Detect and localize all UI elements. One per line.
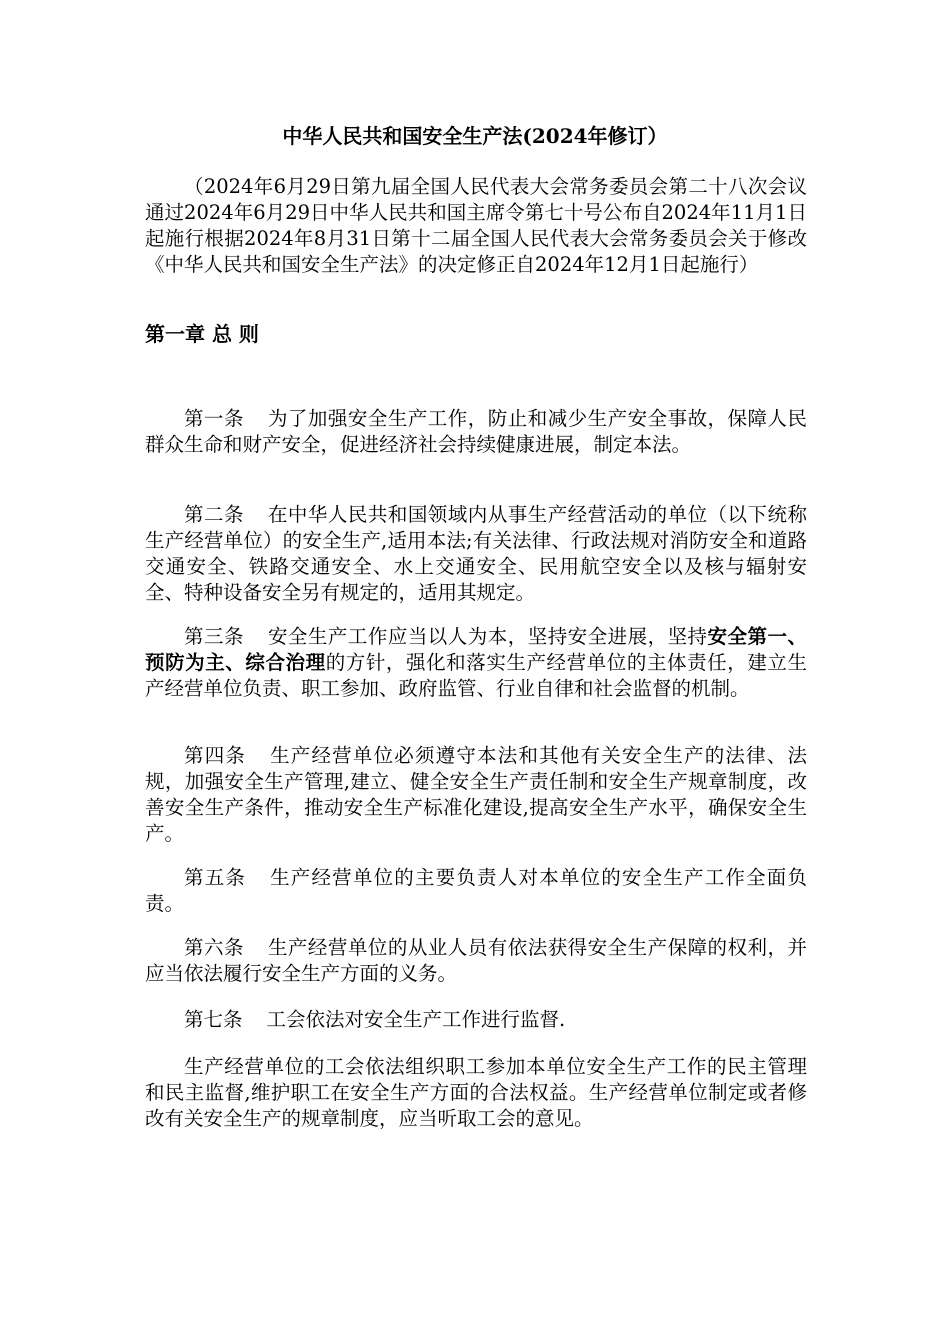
- article-text: 生产经营单位必须遵守本法和其他有关安全生产的法律、法规，加强安全生产管理,建立、健全安全生产责任制和安全生产规章制度，改善安全生产条件，推动安全生产标准化建设,提高安全生产水平，确保安全生产。: [145, 744, 807, 845]
- article-6: [145, 935, 807, 987]
- enactment-note: （2024年6月29日第九届全国人民代表大会常务委员会第二十八次会议通过2024年6月29日中华人民共和国主席令第七十号公布自2024年11月1日起施行根据2024年8月31日第十二届全国人民代表大会常务委员会关于修改《中华人民共和国安全生产法》的决定修正自2024年12月1日起施行）: [145, 175, 807, 276]
- document-title: 中华人民共和国安全生产法(2024年修订）: [282, 124, 668, 148]
- article-text: 生产经营单位的从业人员有依法获得安全生产保障的权利，并应当依法履行安全生产方面的义务。: [145, 936, 807, 985]
- article-number: 第二条: [184, 503, 244, 526]
- article-1: [145, 406, 807, 458]
- article-text: 为了加强安全生产工作，防止和减少生产安全事故，保障人民群众生命和财产安全，促进经济社会持续健康进展，制定本法。: [145, 407, 807, 456]
- article-number: 第一条: [184, 407, 244, 430]
- article-text: 的方针，强化和落实生产经营单位的主体责任，建立生产经营单位负责、职工参加、政府监管、行业自律和社会监督的机制。: [145, 651, 807, 700]
- article-7: [145, 1007, 807, 1033]
- chapter-heading: 第一章 总 则: [145, 322, 259, 346]
- article-number: 第五条: [184, 866, 247, 889]
- article-4: [145, 743, 807, 847]
- article-5: [145, 865, 807, 917]
- article-number: 第七条: [184, 1008, 243, 1031]
- article-number: 第四条: [184, 744, 247, 767]
- article-text: 工会依法对安全生产工作进行监督.: [266, 1008, 566, 1031]
- article-number: 第三条: [184, 625, 244, 648]
- article-7-paragraph-2: 生产经营单位的工会依法组织职工参加本单位安全生产工作的民主管理和民主监督,维护职工在安全生产方面的合法权益。生产经营单位制定或者修改有关安全生产的规章制度，应当听取工会的意见。: [145, 1055, 807, 1130]
- article-3: [145, 624, 807, 702]
- article-2: [145, 502, 807, 606]
- article-text: 生产经营单位的主要负责人对本单位的安全生产工作全面负责。: [145, 866, 807, 915]
- article-text-emphasis: 安全第一、预防为主、综合治理: [145, 625, 807, 674]
- article-number: 第六条: [184, 936, 244, 959]
- article-text: 安全生产工作应当以人为本，坚持安全进展，坚持: [267, 625, 708, 648]
- article-text: 在中华人民共和国领域内从事生产经营活动的单位（以下统称生产经营单位）的安全生产,适用本法;有关法律、行政法规对消防安全和道路交通安全、铁路交通安全、水上交通安全、民用航空安全以及核与辐射安全、特种设备安全另有规定的，适用其规定。: [145, 503, 807, 604]
